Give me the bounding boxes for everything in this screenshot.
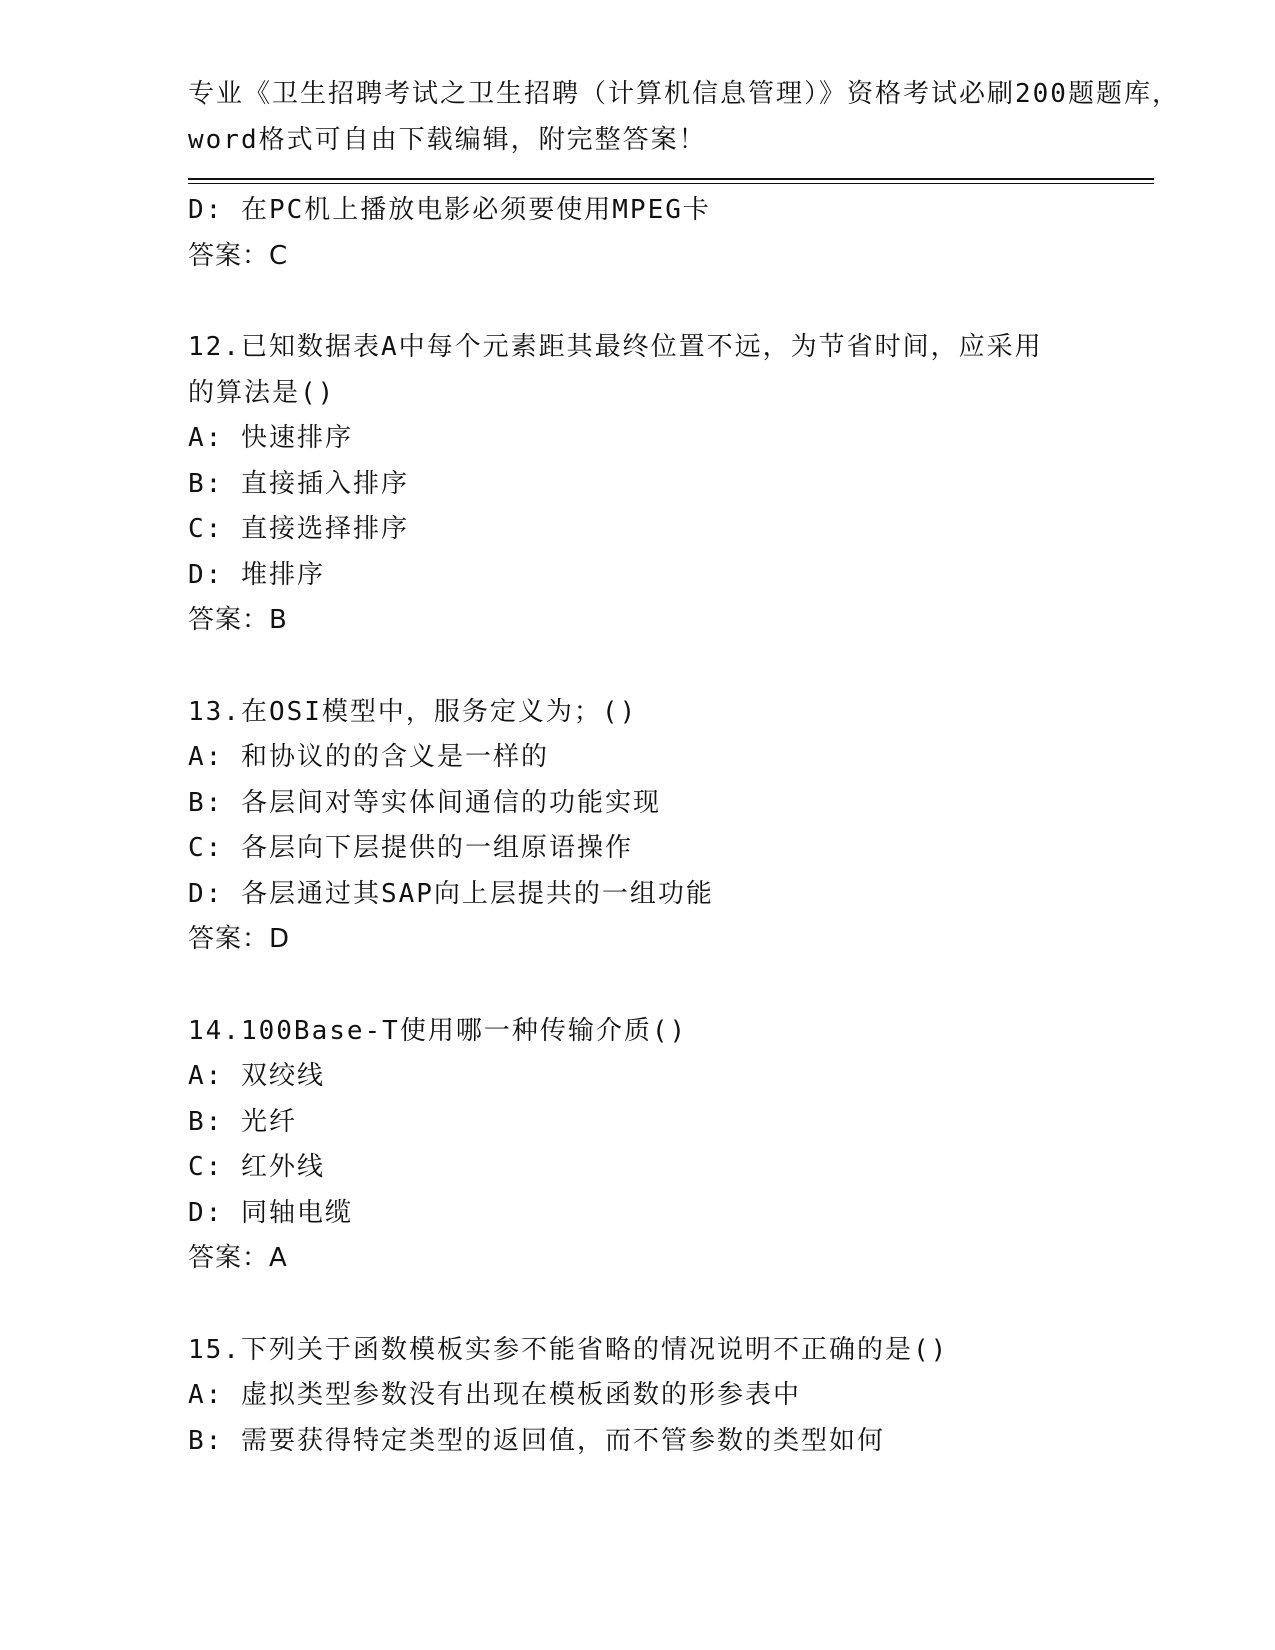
option-a: A: 和协议的的含义是一样的	[188, 742, 549, 772]
spacer	[188, 279, 1148, 325]
question-stem: 12.已知数据表A中每个元素距其最终位置不远，为节省时间，应采用	[188, 332, 1043, 362]
question-13	[188, 690, 1148, 963]
option-d: D: 同轴电缆	[188, 1197, 353, 1228]
question-14	[188, 1009, 1148, 1282]
option-c: C: 各层向下层提供的一组原语操作	[188, 833, 633, 863]
option-d: D: 在PC机上播放电影必须要使用MPEG卡	[188, 195, 711, 225]
option-b: B: 需要获得特定类型的返回值，而不管参数的类型如何	[188, 1425, 885, 1456]
header-rule-thin	[188, 183, 1154, 184]
option-b: B: 直接插入排序	[188, 468, 409, 499]
answer-line: 答案：D	[188, 924, 291, 954]
question-12	[188, 325, 1148, 644]
option-c: C: 直接选择排序	[188, 514, 409, 544]
question-15	[188, 1328, 1148, 1465]
question-stem: 15.下列关于函数模板实参不能省略的情况说明不正确的是()	[188, 1334, 949, 1365]
header-line-1: 专业《卫生招聘考试之卫生招聘（计算机信息管理）》资格考试必刷200题题库，	[188, 79, 1180, 109]
answer-line: 答案：A	[188, 1243, 288, 1273]
question-stem-continued: 的算法是()	[188, 377, 336, 408]
spacer	[188, 1282, 1148, 1328]
option-d: D: 各层通过其SAP向上层提共的一组功能	[188, 878, 714, 909]
document-header	[188, 72, 1180, 163]
option-a: A: 双绞线	[188, 1061, 325, 1091]
header-rule-thick	[188, 178, 1154, 180]
question-stem: 13.在OSI模型中，服务定义为；()	[188, 696, 638, 727]
option-c: C: 红外线	[188, 1152, 325, 1182]
spacer	[188, 644, 1148, 690]
option-b: B: 光纤	[188, 1106, 297, 1137]
question-list	[188, 188, 1148, 1464]
option-d: D: 堆排序	[188, 559, 325, 590]
spacer	[188, 963, 1148, 1009]
option-a: A: 快速排序	[188, 423, 353, 453]
answer-line: 答案：B	[188, 605, 288, 635]
header-line-2: word格式可自由下载编辑，附完整答案！	[188, 124, 707, 155]
answer-line: 答案：C	[188, 240, 289, 271]
option-b: B: 各层间对等实体间通信的功能实现	[188, 787, 661, 818]
question-11-tail	[188, 188, 1148, 279]
question-stem: 14.100Base-T使用哪一种传输介质()	[188, 1015, 688, 1046]
option-a: A: 虚拟类型参数没有出现在模板函数的形参表中	[188, 1380, 801, 1410]
